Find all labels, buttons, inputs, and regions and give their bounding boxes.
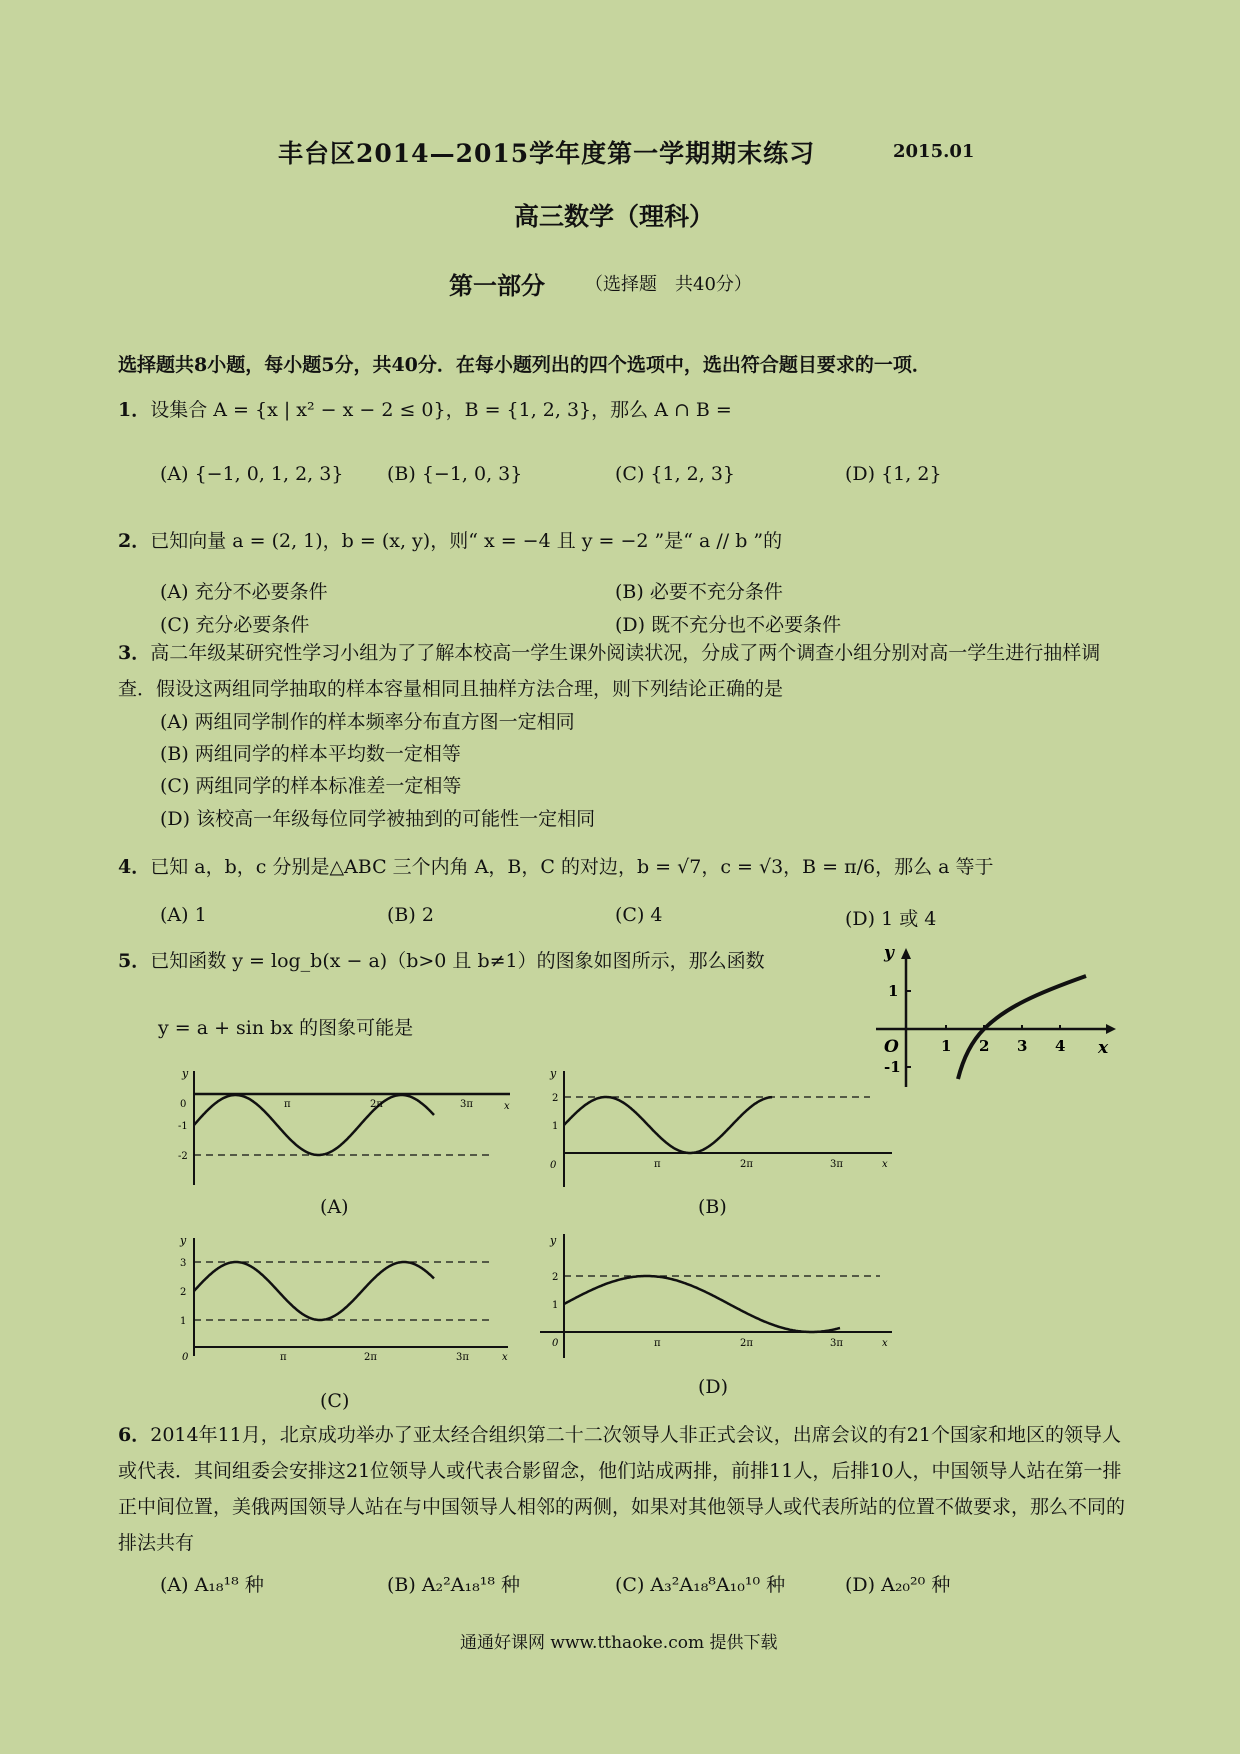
y-label: y bbox=[884, 945, 894, 963]
q3-option-c[interactable]: (C) 两组同学的样本标准差一定相等 bbox=[160, 775, 462, 797]
sine-curve bbox=[564, 1276, 840, 1332]
y-tick-label: 1 bbox=[180, 1316, 187, 1327]
y-tick-label: 3 bbox=[180, 1258, 187, 1269]
option-c-label[interactable]: (C) bbox=[320, 1390, 350, 1412]
x-tick-label: 4 bbox=[1055, 1037, 1066, 1055]
q6-option-a[interactable]: (A) A₁₈¹⁸ 种 bbox=[160, 1574, 264, 1596]
q1-option-d[interactable]: (D) {1, 2} bbox=[845, 463, 942, 485]
svg-text:x: x bbox=[882, 1159, 888, 1170]
svg-text:y: y bbox=[550, 1234, 557, 1247]
origin-label: 0 bbox=[182, 1352, 189, 1362]
question-stem: 设集合 A = {x | x² − x − 2 ≤ 0}，B = {1, 2, 3}，那么 A ∩ B = bbox=[150, 399, 732, 421]
x-tick-label: π bbox=[284, 1099, 291, 1110]
footer-download-note: 通通好课网 www.tthaoke.com 提供下载 bbox=[460, 1633, 778, 1653]
question-number: 1． bbox=[118, 399, 151, 421]
y-axis-arrow bbox=[901, 948, 911, 959]
x-tick-label: 2π bbox=[740, 1338, 753, 1349]
option-c-graph bbox=[160, 1232, 520, 1362]
y-tick-label: 2 bbox=[552, 1093, 559, 1104]
y-tick-label: 1 bbox=[888, 982, 899, 1000]
part-note: （选择题 共40分） bbox=[585, 274, 752, 295]
q3-option-b[interactable]: (B) 两组同学的样本平均数一定相等 bbox=[160, 743, 461, 765]
option-d-label[interactable]: (D) bbox=[698, 1376, 729, 1398]
question-4 bbox=[118, 855, 994, 879]
q6-option-d[interactable]: (D) A₂₀²⁰ 种 bbox=[845, 1574, 951, 1596]
question-number: 6． bbox=[118, 1424, 151, 1446]
y-tick-label: -1 bbox=[178, 1121, 188, 1132]
q2-option-d[interactable]: (D) 既不充分也不必要条件 bbox=[615, 614, 842, 636]
x-tick-label: 2π bbox=[364, 1352, 377, 1362]
q6-option-b[interactable]: (B) A₂²A₁₈¹⁸ 种 bbox=[387, 1574, 521, 1596]
x-tick-label: 2π bbox=[740, 1159, 753, 1170]
origin-label: 0 bbox=[552, 1338, 559, 1349]
question-2 bbox=[118, 529, 782, 553]
x-tick-label: π bbox=[280, 1352, 287, 1362]
option-a-label[interactable]: (A) bbox=[320, 1196, 349, 1218]
q1-option-b[interactable]: (B) {−1, 0, 3} bbox=[387, 463, 523, 485]
q1-option-c[interactable]: (C) {1, 2, 3} bbox=[615, 463, 736, 485]
x-label: x bbox=[1098, 1038, 1109, 1058]
q4-option-a[interactable]: (A) 1 bbox=[160, 904, 207, 926]
question-3 bbox=[118, 635, 1128, 707]
question-stem: 已知函数 y = log_b(x − a)（b>0 且 b≠1）的图象如图所示，那么函数 bbox=[150, 950, 765, 972]
log-function-graph bbox=[870, 945, 1120, 1095]
y-tick-label: -1 bbox=[884, 1058, 901, 1076]
instructions: 选择题共8小题，每小题5分，共40分．在每小题列出的四个选项中，选出符合题目要求的一项． bbox=[118, 354, 931, 376]
svg-text:y: y bbox=[182, 1067, 189, 1080]
question-number: 2． bbox=[118, 530, 151, 552]
exam-title: 丰台区2014—2015学年度第一学期期末练习 bbox=[278, 139, 816, 168]
q2-option-c[interactable]: (C) 充分必要条件 bbox=[160, 614, 310, 636]
x-axis-arrow bbox=[1106, 1024, 1116, 1034]
y-tick-label: 1 bbox=[552, 1300, 559, 1311]
sine-curve bbox=[564, 1097, 772, 1153]
svg-text:x: x bbox=[882, 1338, 888, 1349]
q4-option-c[interactable]: (C) 4 bbox=[615, 904, 663, 926]
y-tick-label: 1 bbox=[552, 1121, 559, 1132]
exam-subtitle: 高三数学（理科） bbox=[514, 202, 715, 231]
question-number: 5． bbox=[118, 950, 151, 972]
x-tick-label: 2π bbox=[370, 1099, 383, 1110]
svg-text:y: y bbox=[180, 1234, 187, 1247]
question-5 bbox=[118, 949, 765, 973]
x-tick-label: π bbox=[654, 1159, 661, 1170]
x-tick-label: 3π bbox=[460, 1099, 473, 1110]
svg-text:y: y bbox=[550, 1067, 557, 1080]
svg-text:x: x bbox=[502, 1352, 508, 1362]
question-stem: 高二年级某研究性学习小组为了了解本校高一学生课外阅读状况，分成了两个调查小组分别对高一学生进行抽样调查．假设这两组同学抽取的样本容量相同且抽样方法合理，则下列结论正确的是 bbox=[118, 642, 1101, 700]
q4-option-b[interactable]: (B) 2 bbox=[387, 904, 434, 926]
sine-curve bbox=[194, 1095, 434, 1155]
x-tick-label: 3π bbox=[830, 1159, 843, 1170]
y-tick-label: -2 bbox=[178, 1151, 188, 1162]
q2-option-b[interactable]: (B) 必要不充分条件 bbox=[615, 581, 783, 603]
q2-option-a[interactable]: (A) 充分不必要条件 bbox=[160, 581, 328, 603]
q3-option-d[interactable]: (D) 该校高一年级每位同学被抽到的可能性一定相同 bbox=[160, 808, 596, 830]
x-tick-label: 1 bbox=[941, 1037, 952, 1055]
part-title: 第一部分 bbox=[449, 271, 545, 300]
question-5-stem-cont: y = a + sin bx 的图象可能是 bbox=[158, 1017, 414, 1039]
y-tick-label: 2 bbox=[552, 1272, 559, 1283]
q6-option-c[interactable]: (C) A₃²A₁₈⁸A₁₀¹⁰ 种 bbox=[615, 1574, 786, 1596]
q3-option-a[interactable]: (A) 两组同学制作的样本频率分布直方图一定相同 bbox=[160, 711, 575, 733]
option-a-graph bbox=[160, 1065, 520, 1195]
question-number: 3． bbox=[118, 642, 151, 664]
origin-label: 0 bbox=[550, 1160, 557, 1171]
x-tick-label: 3π bbox=[456, 1352, 469, 1362]
y-tick-label: 2 bbox=[180, 1287, 187, 1298]
q1-option-a[interactable]: (A) {−1, 0, 1, 2, 3} bbox=[160, 463, 344, 485]
svg-text:x: x bbox=[504, 1101, 510, 1112]
y-tick-label: 0 bbox=[180, 1099, 187, 1110]
question-number: 4． bbox=[118, 856, 151, 878]
option-d-graph bbox=[540, 1228, 900, 1358]
q4-option-d[interactable]: (D) 1 或 4 bbox=[845, 908, 937, 930]
sine-curve bbox=[194, 1262, 434, 1320]
option-b-label[interactable]: (B) bbox=[698, 1196, 727, 1218]
question-stem: 已知 a，b，c 分别是△ABC 三个内角 A，B，C 的对边，b = √7，c = √3，B = π/6，那么 a 等于 bbox=[150, 856, 994, 878]
x-tick-label: 3 bbox=[1017, 1037, 1028, 1055]
origin-label: O bbox=[884, 1037, 899, 1057]
question-stem: 2014年11月，北京成功举办了亚太经合组织第二十二次领导人非正式会议，出席会议的有21个国家和地区的领导人或代表．其间组委会安排这21位领导人或代表合影留念，他们站成两排，前排11人，后排10人，中国领导人站在第一排正中间位置，美俄两国领导人站在与中国领导人相邻的两侧，如果对其他领导人或代表所站的位置不做要求，那么不同的排法共有 bbox=[118, 1424, 1126, 1554]
exam-date: 2015.01 bbox=[893, 141, 975, 162]
x-tick-label: π bbox=[654, 1338, 661, 1349]
x-tick-label: 3π bbox=[830, 1338, 843, 1349]
question-6 bbox=[118, 1417, 1128, 1561]
question-stem: 已知向量 a = (2, 1)，b = (x, y)，则“ x = −4 且 y = −2 ”是“ a // b ”的 bbox=[150, 530, 783, 552]
question-1 bbox=[118, 398, 732, 422]
option-b-graph bbox=[540, 1065, 900, 1195]
x-tick-label: 2 bbox=[979, 1037, 990, 1055]
